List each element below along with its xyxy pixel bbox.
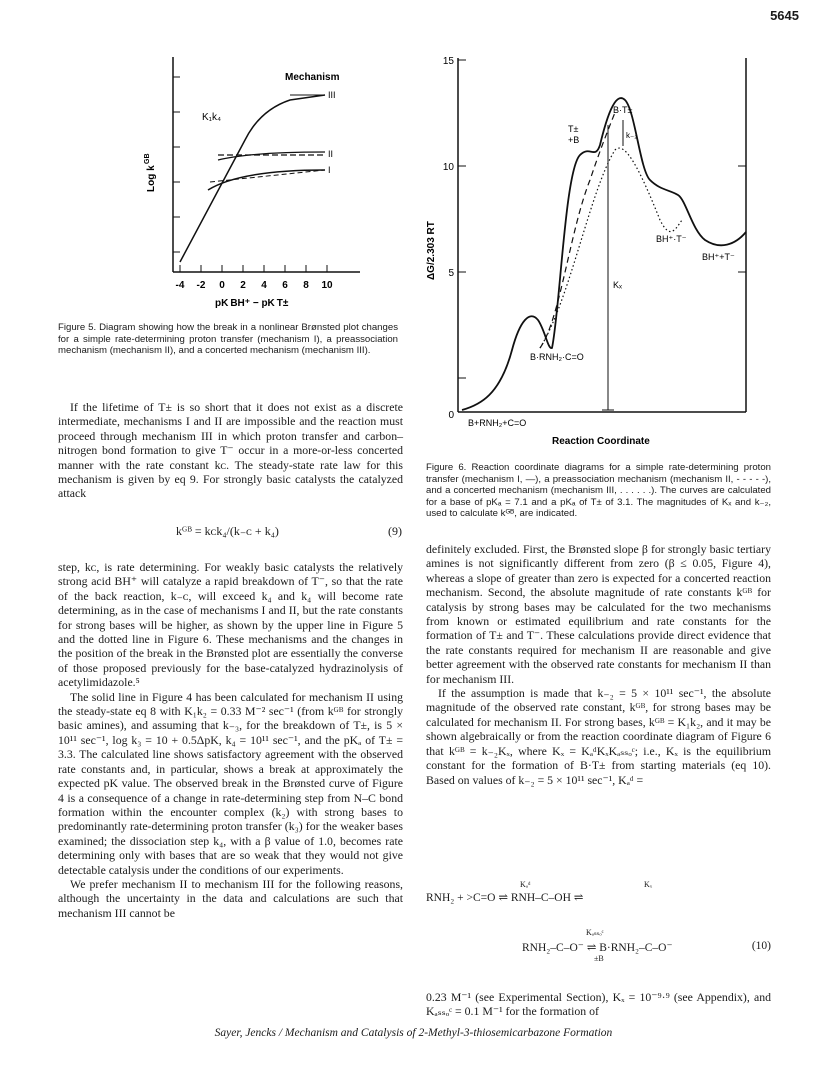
fig6-curve-dotted — [540, 148, 682, 348]
page-footer: Sayer, Jencks / Mechanism and Catalysis of 2-Methyl-3-thiosemicarbazone Formation — [214, 1027, 613, 1039]
right-column-end — [426, 990, 771, 1019]
equation-10-kx: Kₓ — [644, 880, 653, 889]
equation-10-kad: Kₐᵈ — [520, 880, 531, 889]
fig5-curve-mech1 — [208, 170, 325, 190]
fig6-label-k2: k₋₂ — [626, 131, 638, 140]
fig6-label-bt: B·T± — [613, 105, 633, 115]
left-paragraph-2: step, kᴄ, is rate determining. For weakly basic catalysts the relatively strong acid BH⁺ will catalyze a rapid breakdown of T⁻, so that the rate of the back reaction, k₋ᴄ, will exceed k₄ and k₄ will become rate determining, as in the case of mechanisms I and II, but the rate constants for strong bases will be higher, as shown by the upper line in Figure 5 and the dotted line in Figure 6. These mechanisms and the changes in the position of the break in the Brønsted plot are essentially the converse of those proposed previously for the base-catalyzed hydrazinolysis of acetylimidazole.⁵ — [58, 560, 403, 690]
left-paragraph-1: If the lifetime of T± is so short that it does not exist as a discrete intermediate, mechanisms I and II are impossible and the reaction must proceed through mechanism III in which proton transfer and carbon–nitrogen bond formation to give T⁻ occur in a more-or-less concerted manner with the rate constant kᴄ. The steady-state rate law for this mechanism is given by eq 9. For strongly basic catalysts the catalyzed attack — [58, 400, 403, 501]
fig6-ytick: 15 — [442, 56, 454, 67]
fig6-ytick: 10 — [442, 162, 454, 173]
left-column — [58, 400, 403, 501]
fig6-label-tpb: T± — [568, 124, 579, 134]
equation-10-row-2: RNH₂–C–O⁻ ⇌ B·RNH₂–C–O⁻ — [522, 942, 673, 954]
left-paragraph-3: The solid line in Figure 4 has been calculated for mechanism II using the steady-state eq 8 with K₁k₂ = 0.33 M⁻² sec⁻¹ (from kᴳᴮ for strongly basic amines), and assuming that k₋₃, for the breakdown of T±, is 5 × 10¹¹ sec⁻¹, log k₃ = 10 + 0.5ΔpK, k₄ = 10¹¹ sec⁻¹, and the pKₐ of T± = 3.3. The calculated line shows satisfactory agreement with the observed rate constants and, in particular, shows a break at approximately the expected pK value. The observed break in the Brønsted curve of Figure 4 is a consequence of a change in rate-determining step from N–C bond formation within the encounter complex (k₂) with strong bases to predominantly rate-determining proton transfer (k₃) for the weaker bases examined; the dissociation step k₄, with a β value of 1.0, becomes rate determining only with bases that are so weak that they would not give detectable catalysis under the conditions of our experiments. — [58, 689, 403, 877]
fig6-ylabel: ΔG/2.303 RT — [426, 221, 437, 280]
equation-10-row-1: RNH₂ + >C=O ⇌ RNH–C–OH ⇌ — [426, 892, 584, 904]
fig5-xtick: -2 — [196, 280, 206, 291]
fig6-xlabel: Reaction Coordinate — [552, 436, 650, 447]
fig5-label-i: I — [328, 165, 331, 175]
figure-6-plot — [420, 50, 765, 460]
fig6-y-ticklabels — [443, 56, 455, 421]
fig6-label-start: B+RNH₂+C=O — [468, 418, 527, 428]
figure-6-caption: Figure 6. Reaction coordinate diagrams for a simple rate-determining proton transfer (mechanism I, —), a preassociation mechanism (mechanism II, - - - - -), and a concerted mechanism (mechanism III, . . . . . .). The curves are calculated for a base of pKₐ = 7.1 and a pKₐ of T± of 3.1. The magnitudes of Kₓ and k₋₂, used to calculate kᴳᴮ, are indicated. — [426, 462, 771, 520]
fig6-curve-dashed — [540, 110, 616, 348]
page-number: 5645 — [770, 8, 799, 23]
fig5-y-ticks — [173, 77, 180, 252]
fig6-label-bht: BH⁺·T⁻ — [656, 234, 687, 244]
fig5-ylabel-group — [144, 154, 157, 193]
fig6-y-ticks — [458, 60, 746, 378]
equation-10-plusb: ±B — [594, 954, 604, 963]
fig5-xtick: 8 — [303, 280, 309, 291]
fig5-label-iii: III — [328, 90, 336, 100]
equation-10 — [426, 880, 771, 980]
fig5-x-ticks — [180, 265, 327, 272]
fig5-xtick: -4 — [175, 280, 185, 291]
equation-9-number: (9) — [388, 524, 402, 538]
fig5-xtick: 6 — [282, 280, 288, 291]
fig6-label-brnh2: B·RNH₂·C=O — [530, 352, 584, 362]
figure-6 — [420, 50, 765, 460]
fig5-xtick: 10 — [321, 280, 333, 291]
fig5-xtick: 2 — [240, 280, 246, 291]
figure-5-caption: Figure 5. Diagram showing how the break in a nonlinear Brønsted plot changes for a simple rate-determining proton transfer (mechanism I), a preassociation mechanism (mechanism II), and a concerted mechanism (mechanism III). — [58, 322, 398, 357]
right-paragraph-2: If the assumption is made that k₋₂ = 5 × 10¹¹ sec⁻¹, the absolute magnitude of the observed rate constant, kᴳᴮ, for strong bases may be calculated for mechanism II. For strong bases, kᴳᴮ = K₁k₂, and it may be shown algebraically or from the reaction coordinate diagram of Figure 6 that kᴳᴮ = k₋₂Kₓ, where Kₓ = KₐᵈKₓKₐₛₛₒᶜ; i.e., Kₓ is the equilibrium constant for the formation of B·T± from starting materials (eq 10). Based on values of k₋₂ = 5 × 10¹¹ sec⁻¹, Kₐᵈ = — [426, 686, 771, 787]
fig5-xtick: 0 — [219, 280, 225, 291]
fig6-label-kx: Kₓ — [613, 280, 622, 290]
fig5-x-ticklabels — [176, 280, 333, 291]
fig5-label-ii: II — [328, 149, 334, 159]
fig5-ylabel-sup: GB — [144, 153, 151, 164]
fig6-ytick: 5 — [448, 268, 454, 279]
right-paragraph-3: 0.23 M⁻¹ (see Experimental Section), Kₓ = 10⁻⁹·⁹ (see Appendix), and Kₐₛₛₒᶜ = 0.1 M⁻¹ for the formation of — [426, 990, 771, 1019]
fig5-legend-title: Mechanism — [285, 72, 340, 83]
fig5-ylabel: Log k — [146, 165, 157, 192]
left-column-cont — [58, 560, 403, 920]
fig5-xlabel: pK BH⁺ − pK T± — [215, 298, 289, 309]
equation-9-body: kᴳᴮ = kᴄk₄/(k₋ᴄ + k₄) — [176, 524, 279, 538]
figure-5 — [140, 52, 390, 312]
fig6-label-bhpt: BH⁺+T⁻ — [702, 252, 735, 262]
fig5-curve-label: K₁k₄ — [202, 112, 222, 123]
right-paragraph-1: definitely excluded. First, the Brønsted slope β for strongly basic tertiary amines is not significantly different from zero (β ≤ 0.05, Figure 4), whereas a slope of greater than zero is expected for a concerted reaction mechanism. Second, the absolute magnitude of rate constants kᴳᴮ for catalysis by strong bases may be calculated for the two mechanisms from known or estimated equilibrium and rate constants for the formation of T± and T⁻. These calculations provide direct evidence that the rate constants required for mechanism II are reasonable and give better agreement with the observed rate constants for mechanism II than for mechanism III. — [426, 542, 771, 686]
figure-5-plot — [140, 52, 390, 312]
equation-10-kassoc: Kₐₛₛₒᶜ — [586, 928, 604, 937]
fig6-ytick: 0 — [448, 410, 454, 421]
right-column — [426, 542, 771, 787]
fig6-label-tpb2: +B — [568, 135, 580, 145]
left-paragraph-4: We prefer mechanism II to mechanism III for the following reasons, although the uncertainty in the data and calculations are such that mechanism III cannot be — [58, 876, 403, 920]
equation-10-number: (10) — [751, 940, 771, 952]
fig5-curve-mech2-solid — [218, 152, 325, 160]
fig5-xtick: 4 — [261, 280, 267, 291]
equation-9 — [176, 524, 402, 539]
